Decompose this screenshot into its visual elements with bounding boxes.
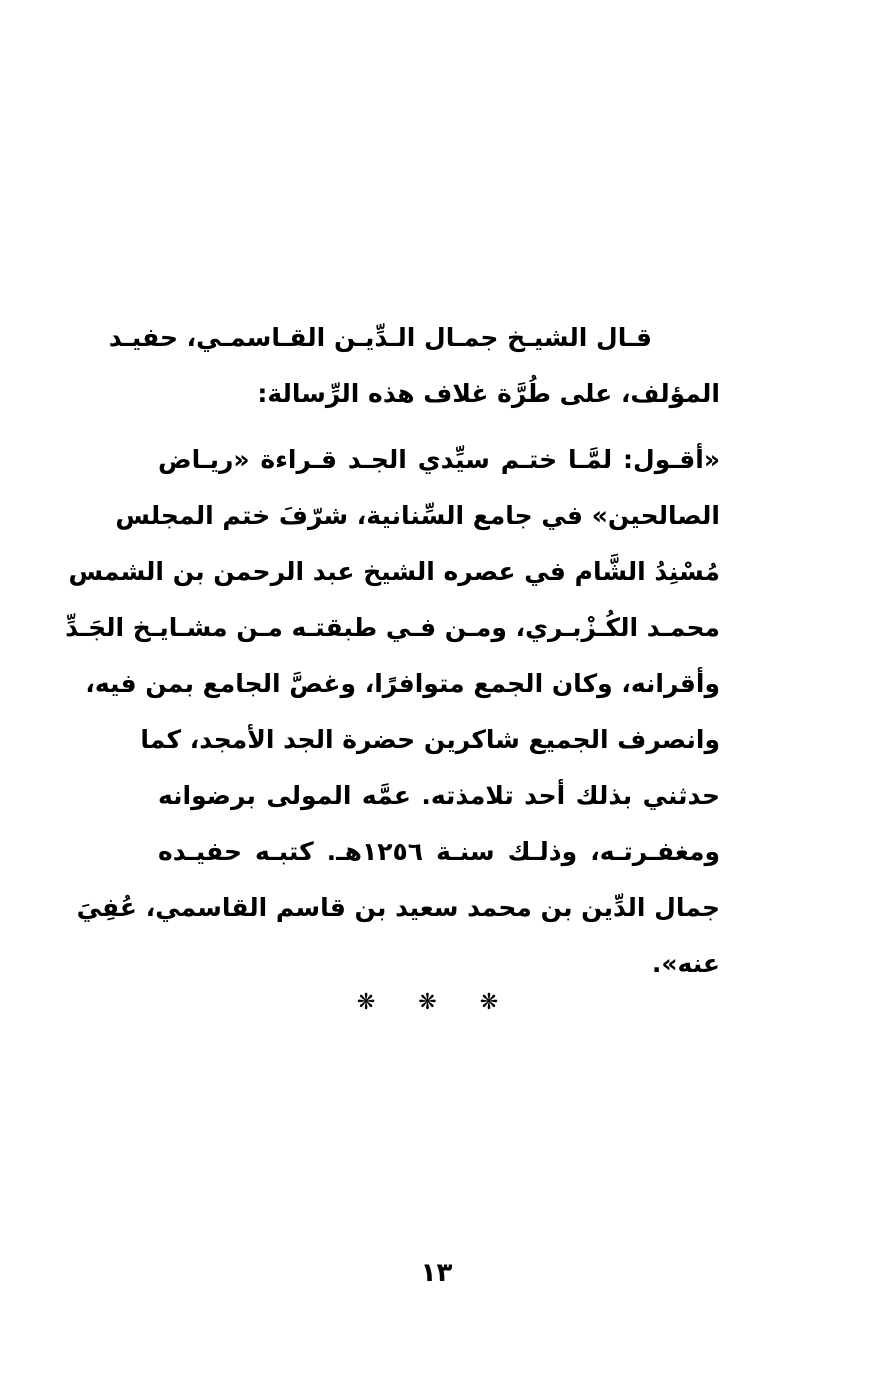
text-line: وأقرانه، وكان الجمع متوافرًا، وغصَّ الجامع بمن فيه،	[85, 669, 720, 698]
text-line: «أقـول: لمَّـا ختـم سيِّدي الجـد قـراءة «ريـاض	[158, 445, 720, 474]
text-line: المؤلف، على طُرَّة غلاف هذه الرِّسالة:	[257, 379, 720, 408]
text-line: الصالحين» في جامع السِّنانية، شرّفَ ختم المجلس	[115, 501, 720, 530]
text-line: ومغفـرتـه، وذلـك سنـة ١٢٥٦هـ. كتبـه حفيـده	[158, 837, 721, 866]
text-line: مُسْنِدُ الشَّام في عصره الشيخ عبد الرحمن بن الشمس	[68, 557, 720, 586]
text-line: محمـد الكُـزْبـري، ومـن فـي طبقتـه مـن مشـايـخ الجَـدِّ	[65, 613, 720, 642]
page-number: ١٣	[420, 1258, 453, 1288]
text-line: عنه».	[651, 949, 720, 978]
paragraph-intro	[108, 310, 720, 422]
section-divider-ornament: ❋ ❋ ❋	[356, 990, 517, 1015]
text-line: جمال الدِّين بن محمد سعيد بن قاسم القاسمي، عُفِيَ	[76, 893, 720, 922]
text-line: وانصرف الجميع شاكرين حضرة الجد الأمجد، كما	[140, 725, 720, 754]
text-line: حدثني بذلك أحد تلامذته. عمَّه المولى برضوانه	[158, 781, 720, 810]
text-line: قـال الشيـخ جمـال الـدِّيـن القـاسمـي، حفيـد	[108, 323, 652, 352]
paragraph-quote	[65, 432, 721, 992]
